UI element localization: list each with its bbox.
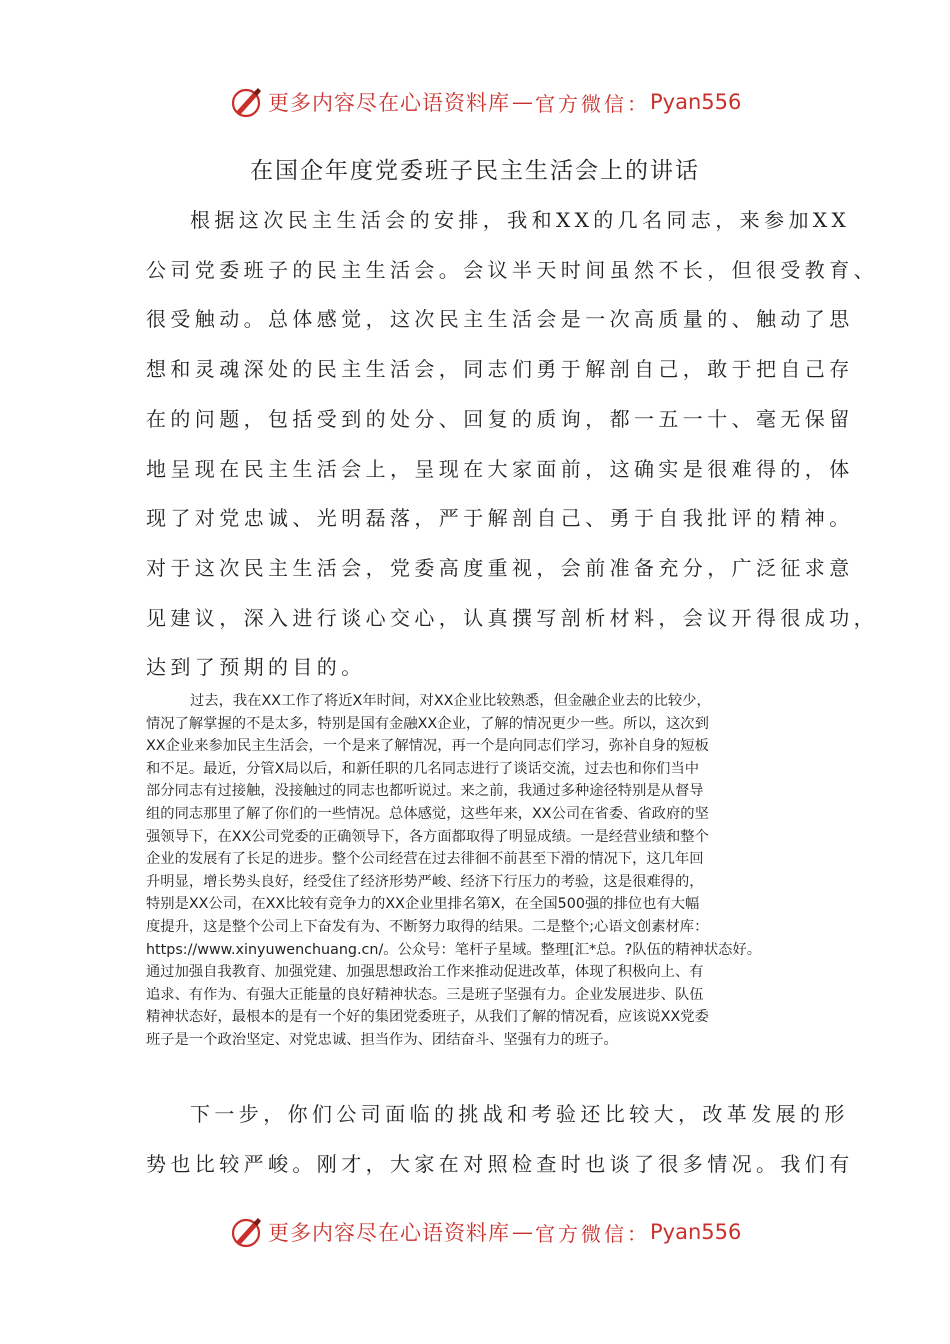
text-line: 通过加强自我教育、加强党建、加强思想政治工作来推动促进改革，体现了积极向上、有 (146, 964, 704, 981)
document-title: 在国企年度党委班子民主生活会上的讲话 (250, 158, 700, 184)
text-line: 想和灵魂深处的民主生活会，同志们勇于解剖自己，敢于把自己存 (146, 357, 854, 382)
text-line: 过去，我在XX工作了将近X年时间，对XX企业比较熟悉，但金融企业去的比较少， (190, 693, 711, 709)
text-line: 对于这次民主生活会，党委高度重视，会前准备充分，广泛征求意 (146, 555, 854, 580)
watermark-site-text: 更多内容尽在心语资料库 (268, 1221, 510, 1245)
text-line: 强领导下，在XX公司党委的正确领导下，各方面都取得了明显成绩。一是经营业绩和整个 (146, 828, 709, 845)
text-line: XX企业来参加民主生活会，一个是来了解情况，再一个是向同志们学习，弥补自身的短板 (146, 738, 709, 755)
text-line: 特别是XX公司，在XX比较有竞争力的XX企业里排名第X，在全国500强的排位也有大幅 (146, 896, 700, 913)
watermark-wechat-id: Pyan556 (650, 90, 742, 114)
text-line: 企业的发展有了长足的进步。整个公司经营在过去徘徊不前甚至下滑的情况下，这几年回 (146, 851, 704, 868)
text-line: 达到了预期的目的。 (146, 655, 366, 680)
text-line: 见建议，深入进行谈心交心，认真撰写剖析材料，会议开得很成功， (146, 605, 878, 630)
watermark-banner-top (228, 82, 748, 122)
text-line: 公司党委班子的民主生活会。会议半天时间虽然不长，但很受教育、 (146, 257, 878, 282)
text-line: 精神状态好，最根本的是有一个好的集团党委班子，从我们了解的情况看，应该说XX党委 (146, 1009, 709, 1026)
pen-logo-icon (228, 84, 264, 120)
text-line: 下一步，你们公司面临的挑战和考验还比较大，改革发展的形 (190, 1102, 849, 1126)
watermark-wechat-id: Pyan556 (650, 1220, 742, 1244)
text-line: 根据这次民主生活会的安排，我和XX的几名同志，来参加XX (190, 208, 851, 232)
text-line: 在的问题，包括受到的处分、回复的质询，都一五一十、毫无保留 (146, 406, 854, 431)
paragraph-3 (146, 1090, 854, 1189)
text-line: 很受触动。总体感觉，这次民主生活会是一次高质量的、触动了思 (146, 307, 854, 332)
text-line: 现了对党忠诚、光明磊落，严于解剖自己、勇于自我批评的精神。 (146, 506, 854, 531)
watermark-wechat-label: 官方微信： (535, 91, 650, 116)
watermark-banner-bottom (228, 1212, 748, 1252)
watermark-separator: — (512, 90, 533, 114)
text-line: https://www.xinyuwenchuang.cn/。公众号：笔杆子星域。整理[汇*总。?队伍的精神状态好。 (146, 941, 762, 958)
text-line: 势也比较严峻。刚才，大家在对照检查时也谈了很多情况。我们有 (146, 1151, 854, 1176)
watermark-site-text: 更多内容尽在心语资料库 (268, 91, 510, 115)
text-line: 度提升，这是整个公司上下奋发有为、不断努力取得的结果。二是整个;心语文创素材库： (146, 918, 709, 935)
text-line: 班子是一个政治坚定、对党忠诚、担当作为、团结奋斗、坚强有力的班子。 (146, 1031, 618, 1048)
text-line: 情况了解掌握的不是太多，特别是国有金融XX企业，了解的情况更少一些。所以，这次到 (146, 715, 709, 732)
text-line: 和不足。最近，分管X局以后，和新任职的几名同志进行了谈话交流，过去也和你们当中 (146, 760, 700, 777)
text-line: 升明显，增长势头良好，经受住了经济形势严峻、经济下行压力的考验，这是很难得的， (146, 873, 704, 890)
paragraph-1 (146, 196, 878, 693)
text-line: 组的同志那里了解了你们的一些情况。总体感觉，这些年来，XX公司在省委、省政府的坚 (146, 805, 709, 822)
text-line: 地呈现在民主生活会上，呈现在大家面前，这确实是很难得的，体 (146, 456, 854, 481)
text-line: 追求、有作为、有强大正能量的良好精神状态。三是班子坚强有力。企业发展进步、队伍 (146, 986, 704, 1003)
pen-logo-icon (228, 1214, 264, 1250)
watermark-separator: — (512, 1220, 533, 1244)
paragraph-2 (146, 690, 818, 1052)
watermark-wechat-label: 官方微信： (535, 1221, 650, 1246)
text-line: 部分同志有过接触，没接触过的同志也都听说过。来之前，我通过多种途径特别是从督导 (146, 783, 704, 800)
